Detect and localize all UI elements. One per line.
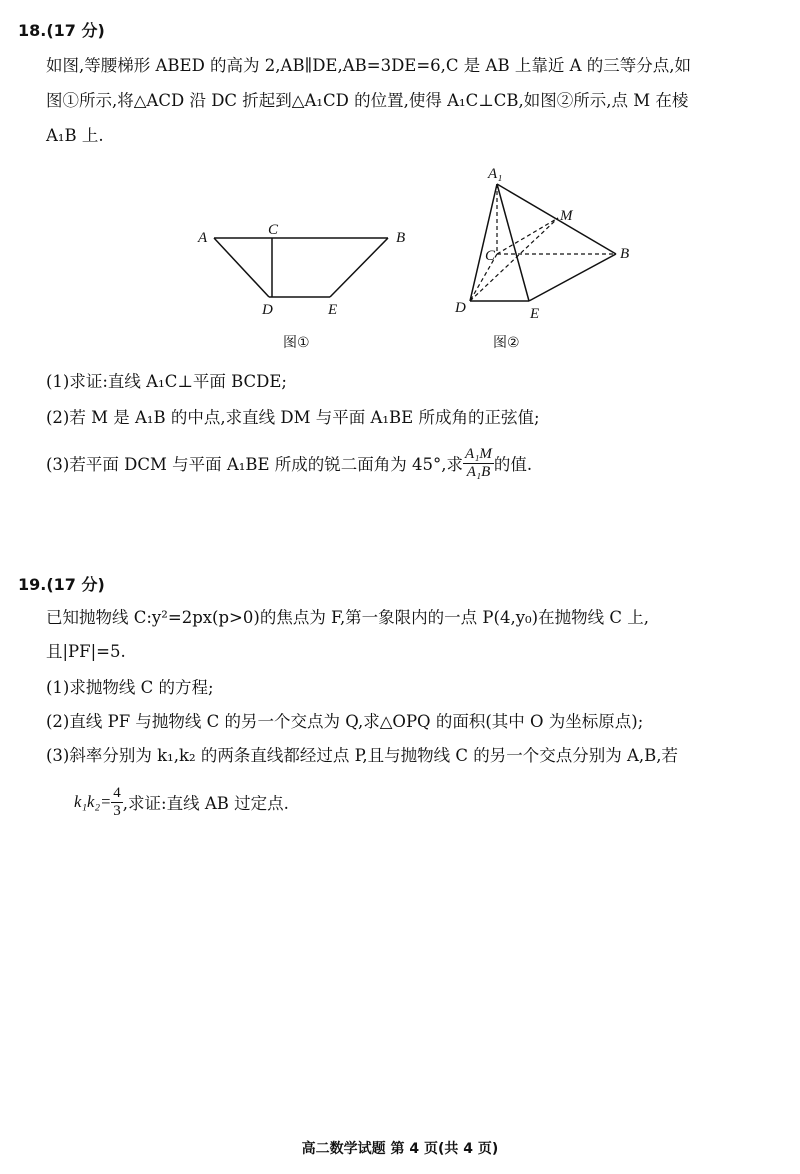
q19-part-3-continued	[74, 780, 289, 824]
q19-header: 19.(17 分)	[18, 575, 105, 594]
figure-1-trapezoid	[190, 218, 420, 328]
q18-part-3-suffix: 的值.	[493, 455, 533, 474]
q18-part-1: (1)求证:直线 A₁C⊥平面 BCDE;	[46, 372, 287, 391]
fig1-label-B: B	[396, 230, 406, 246]
fig2-label-C: C	[485, 248, 496, 264]
q18-part-3-prefix: (3)若平面 DCM 与平面 A₁BE 所成的锐二面角为 45°,求	[46, 455, 464, 474]
q18-part-3	[46, 441, 532, 485]
q18-part-2: (2)若 M 是 A₁B 的中点,求直线 DM 与平面 A₁BE 所成角的正弦值;	[46, 408, 540, 427]
q18-part-3-fraction	[463, 446, 494, 480]
q19-part-3: (3)斜率分别为 k₁,k₂ 的两条直线都经过点 P,且与抛物线 C 的另一个交点分别为 A,B,若	[46, 746, 678, 765]
q18-stem-line-2: 图①所示,将△ACD 沿 DC 折起到△A₁CD 的位置,使得 A₁C⊥CB,如图②所示,点 M 在棱	[46, 91, 689, 110]
q19-part-1: (1)求抛物线 C 的方程;	[46, 678, 214, 697]
fig2-label-M: M	[560, 208, 573, 224]
q18-stem-line-1: 如图,等腰梯形 ABED 的高为 2,AB∥DE,AB=3DE=6,C 是 AB 上靠近 A 的三等分点,如	[46, 56, 691, 75]
fig2-label-B: B	[620, 246, 630, 262]
q19-stem-line-2: 且|PF|=5.	[46, 642, 126, 661]
q19-part-3-fraction	[111, 785, 123, 819]
fig2-label-A1: A₁	[488, 166, 503, 182]
q19-part-2: (2)直线 PF 与抛物线 C 的另一个交点为 Q,求△OPQ 的面积(其中 O 为坐标原点);	[46, 712, 644, 731]
q18-header: 18.(17 分)	[18, 21, 105, 40]
fig2-label-D: D	[455, 300, 466, 316]
q19-part-3-prefix: k₁k₂=	[74, 792, 112, 811]
fraction-numerator: 4	[113, 785, 121, 801]
fraction-denominator: 3	[113, 802, 121, 819]
fig1-label-C: C	[268, 222, 279, 238]
fig1-label-E: E	[328, 302, 338, 318]
figure-2-caption: 图②	[493, 335, 520, 351]
figure-1-caption: 图①	[283, 335, 310, 351]
figure-2-solid	[450, 160, 640, 325]
fraction-numerator: A₁M	[465, 446, 492, 462]
q18-stem-line-3: A₁B 上.	[46, 126, 104, 145]
page-footer: 高二数学试题 第 4 页(共 4 页)	[301, 1141, 499, 1157]
q19-part-3-suffix: ,求证:直线 AB 过定点.	[122, 794, 289, 813]
fig1-label-A: A	[198, 230, 208, 246]
fraction-denominator: A₁B	[466, 463, 491, 480]
fig2-label-E: E	[530, 306, 540, 322]
q19-stem-line-1: 已知抛物线 C:y²=2px(p>0)的焦点为 F,第一象限内的一点 P(4,y₀)在抛物线 C 上,	[46, 608, 649, 627]
fig1-label-D: D	[262, 302, 273, 318]
